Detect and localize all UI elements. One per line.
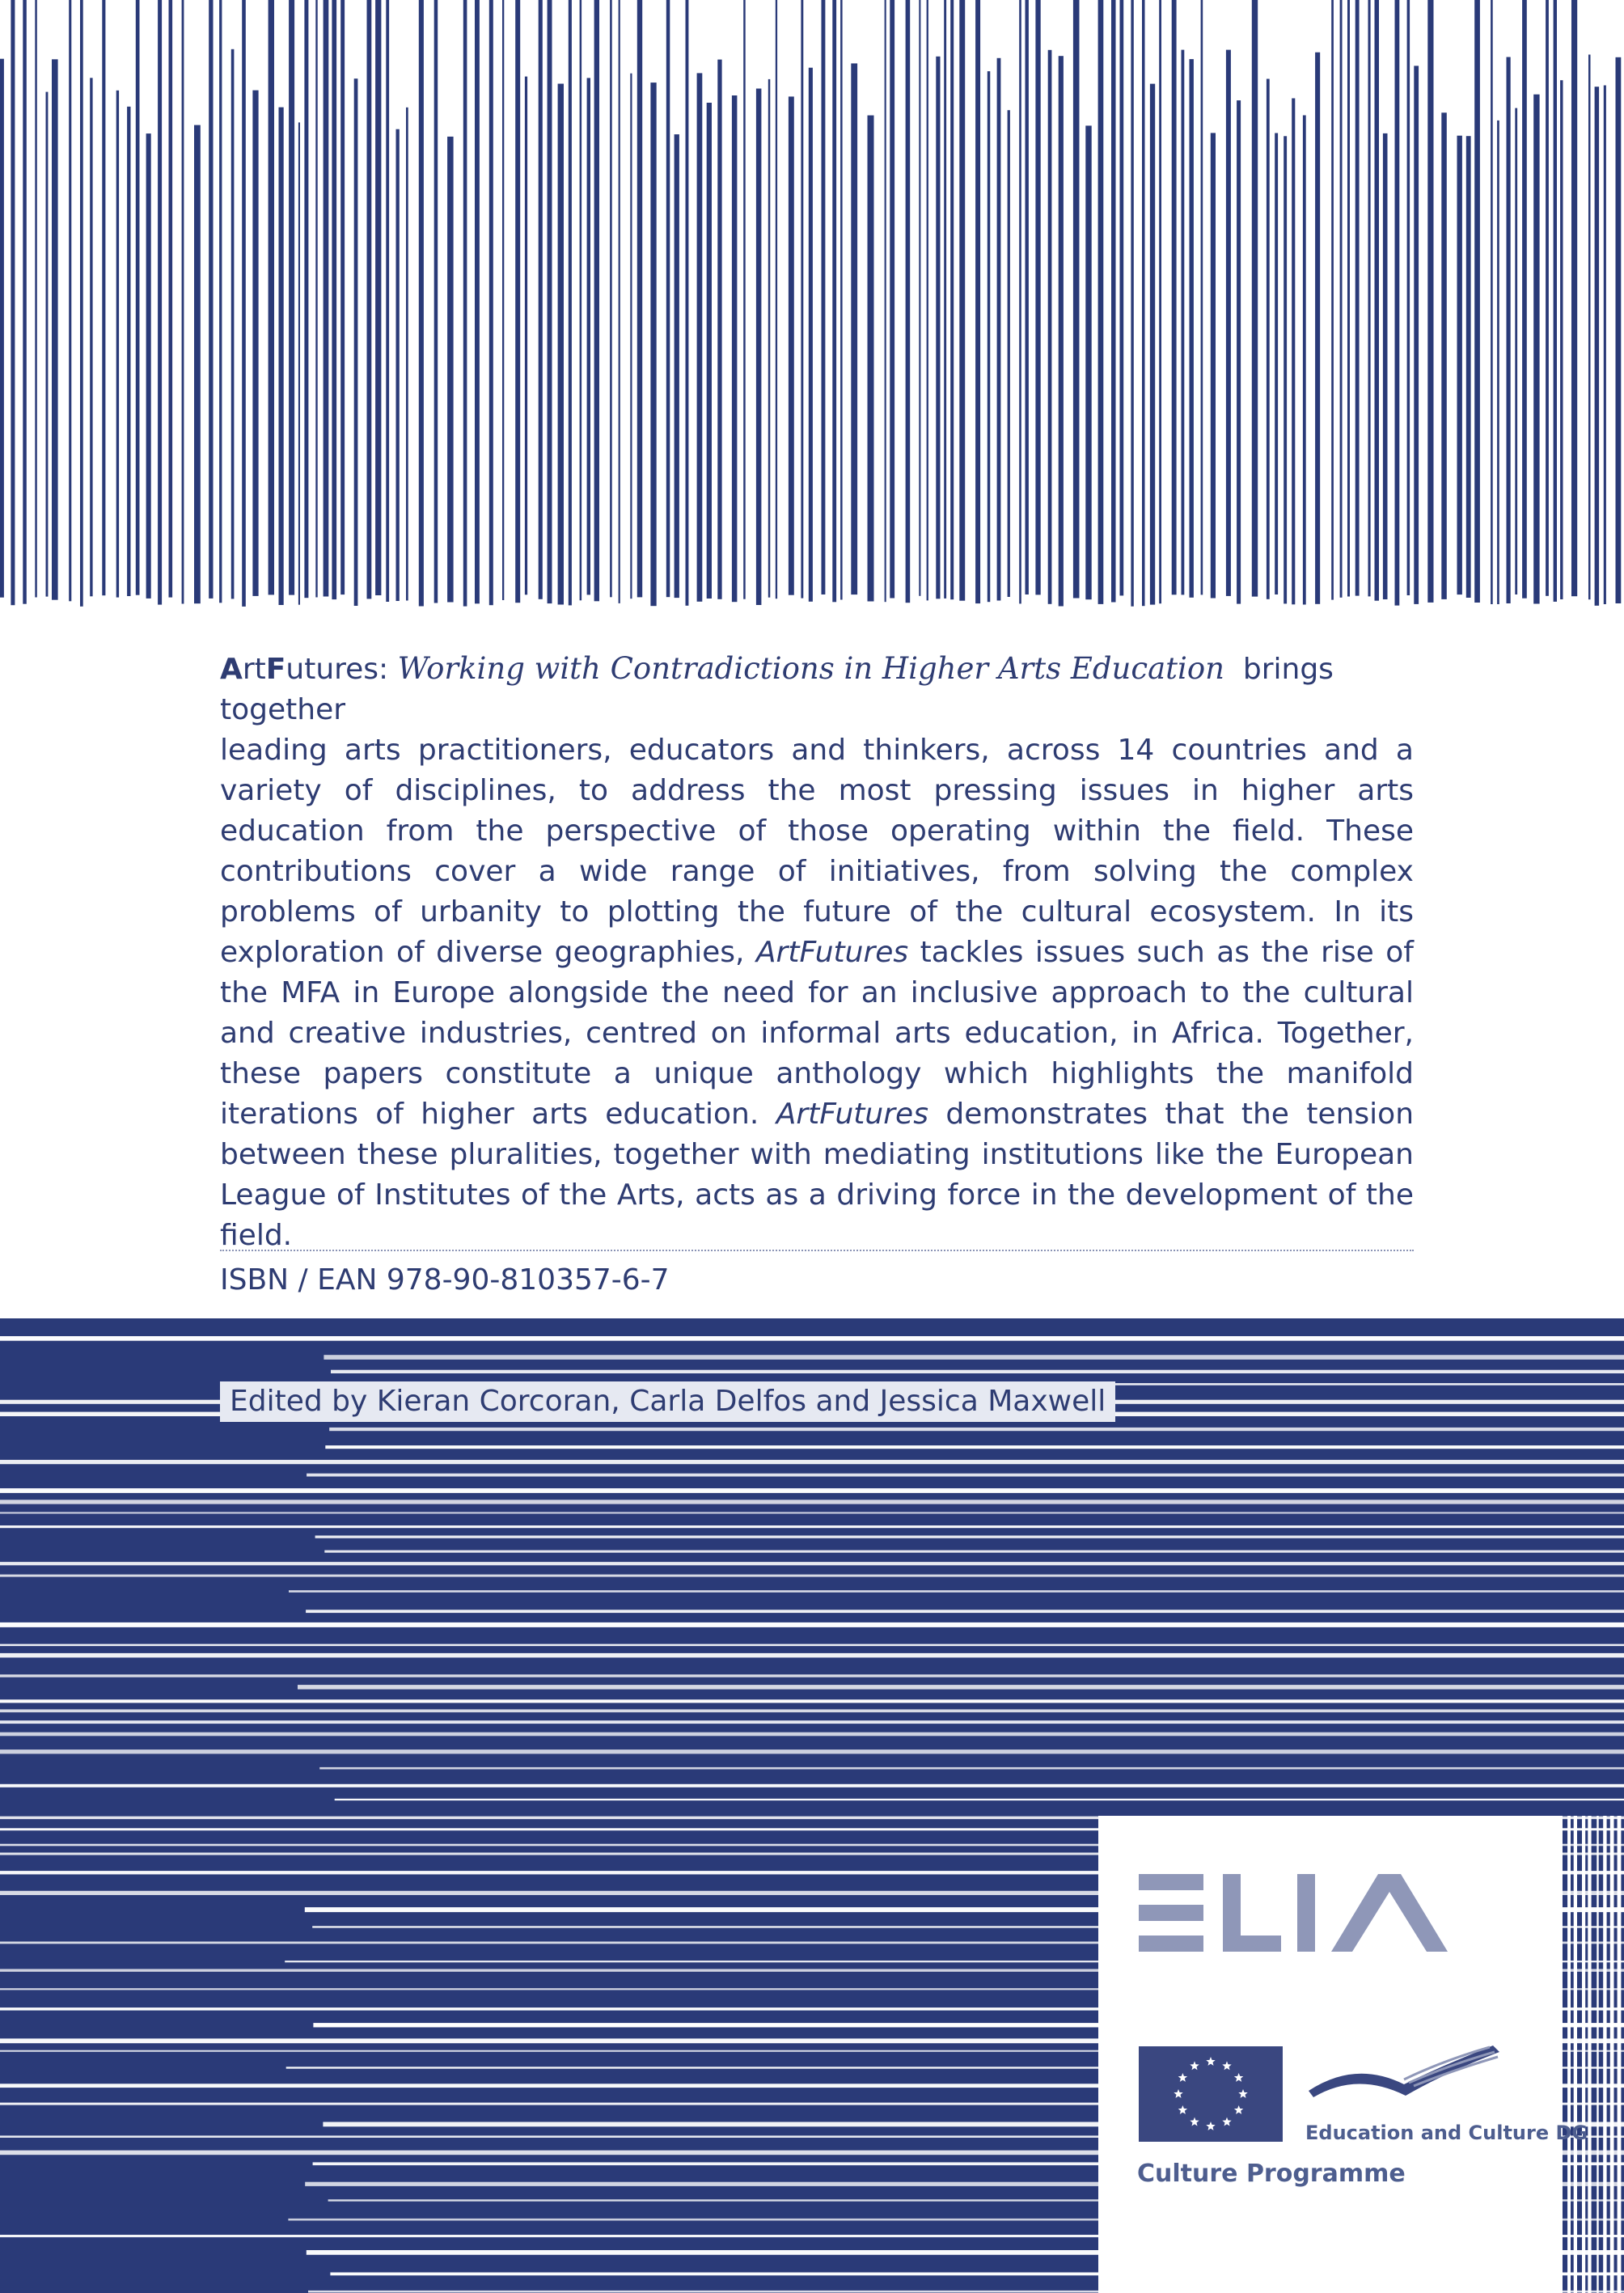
culture-programme-label: Culture Programme [1137,2160,1406,2188]
editors-label: Edited by Kieran Corcoran, Carla Delfos and Jessica Maxwell [220,1381,1115,1422]
eu-star [1178,2073,1187,2082]
education-culture-dg-icon [1307,2044,1501,2109]
blurb-text [220,649,1414,1256]
brand-A: A [220,653,243,686]
dotted-divider [220,1250,1414,1251]
eu-star [1174,2089,1182,2098]
eu-star [1190,2117,1199,2126]
dg-label: Education and Culture DG [1305,2122,1588,2144]
eu-star [1190,2061,1199,2070]
blurb-lead-rest: brings together [220,653,1334,726]
brand-utures: utures: [285,653,389,686]
eu-star [1222,2117,1231,2126]
eu-star [1234,2073,1243,2082]
eu-star [1178,2105,1187,2114]
blurb-part-2: tackles issues such as the rise of the MFA in Europe alongside the need for an inclusive approach to the cultural and creative industries, centred on informal arts education, in Africa. Together, these papers constitute a unique anthology which highlights the manifold iterations of higher arts education. [220,936,1414,1131]
isbn-label: ISBN / EAN 978-90-810357-6-7 [220,1263,670,1297]
brand-rt: rt [242,653,266,686]
logo-panel [1098,1816,1588,2293]
blurb-lead-line [220,649,1414,730]
elia-logo [1139,1872,1448,1953]
artfutures-italic-1: ArtFutures [755,936,909,969]
vertical-stripe-pattern [0,0,1624,607]
artfutures-italic-2: ArtFutures [776,1098,928,1131]
eu-star [1238,2089,1247,2098]
eu-star [1222,2061,1231,2070]
eu-star [1234,2105,1243,2114]
eu-star [1206,2122,1215,2130]
book-subtitle: Working with Contradictions in Higher Arts Education [397,651,1224,686]
brand-F: F [265,653,286,686]
eu-star [1206,2057,1215,2066]
blurb-part-3: demonstrates that the tension between these pluralities, together with mediating institutions like the European League of Institutes of the Arts, acts as a driving force in the development of the field. [220,1098,1415,1252]
eu-flag-icon [1139,2046,1283,2142]
blurb-part-1: leading arts practitioners, educators and thinkers, across 14 countries and a variety of disciplines, to address the most pressing issues in higher arts education from the perspective of those operating within the field. These contributions cover a wide range of initiatives, from solving the complex problems of urbanity to plotting the future of the cultural ecosystem. In its exploration of diverse geographies, [220,734,1414,969]
